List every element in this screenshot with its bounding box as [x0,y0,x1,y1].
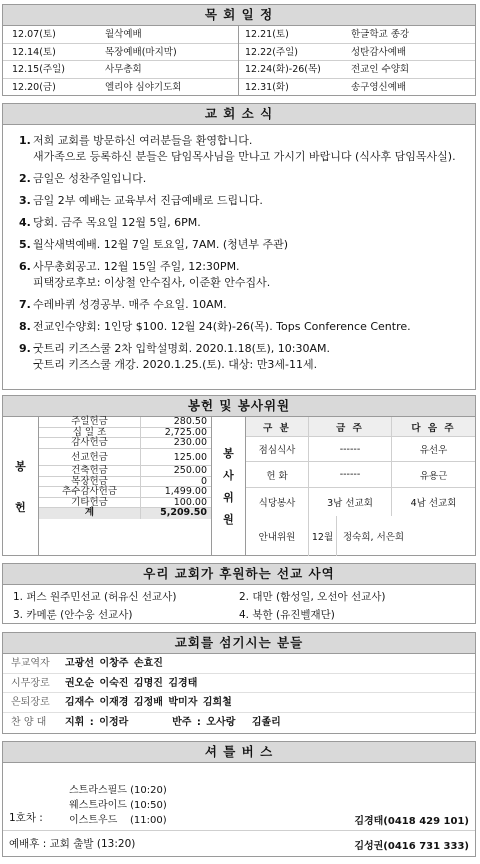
schedule-event: 엘리야 심야기도회 [105,81,182,93]
schedule-row [3,26,238,44]
schedule-row [239,26,475,44]
schedule-date: 12.20(금) [12,81,56,93]
news-text [33,259,471,291]
news-line: 금일 2부 예배는 교육부서 진급예배로 드립니다. [33,194,263,207]
offering-amount: 280.50 [173,416,207,427]
schedule-row [239,44,475,62]
guide-names: 정숙희, 서은희 [336,516,475,556]
offering-row [39,487,211,498]
shuttle-title: 셔 틀 버 스 [3,742,475,763]
guide-role: 안내위원 [258,532,296,543]
offering-label: 기타헌금 [39,498,141,508]
bus-stop: 스트라스필드 (10:20) [69,785,167,796]
duty-row [246,437,475,462]
duty-row [246,488,475,516]
offering-label: 주일헌금 [39,417,141,427]
news-item [19,193,471,209]
offering-amount: 230.00 [173,437,207,448]
guide-row [246,516,475,556]
news-number: 2. [19,172,31,185]
missions-section [2,563,476,624]
servant-role: 은퇴장로 [11,697,50,708]
service-label-char: 사 [223,468,234,482]
schedule-date: 12.14(토) [12,46,56,58]
news-item [19,215,471,231]
offering-side-label [3,417,39,556]
news-text [33,341,471,373]
servant-row [3,693,475,713]
news-line: 수레바퀴 성경공부. 매주 수요일. 10AM. [33,298,227,311]
servant-role: 부교역자 [11,658,50,669]
duty-next-week: 4남 선교회 [391,488,475,516]
offering-label: 목장헌금 [39,477,141,487]
duty-row [246,462,475,488]
offering-row [39,417,211,428]
news-line: 월삭새벽예배. 12월 7일 토요일, 7AM. (청년부 주관) [33,238,289,251]
offering-row [39,449,211,467]
news-text [33,133,471,165]
duty-role: 점심식사 [258,445,296,456]
offering-amount: 0 [200,475,207,487]
missions-title: 우리 교회가 후원하는 선교 사역 [3,564,475,585]
duty-header-row [246,417,475,437]
service-label-char: 위 [223,490,234,504]
servants-section [2,632,476,734]
news-line: 저희 교회를 방문하신 여러분들을 환영합니다. [33,134,253,147]
offering-total-row [39,508,211,519]
servant-row [3,713,475,733]
bus-stop: 이스트우드 (11:00) [69,815,167,826]
offering-total-label: 계 [39,508,141,519]
news-line: 사무총회공고. 12월 15일 주일, 12:30PM. [33,260,240,273]
service-committee-label [212,417,246,556]
news-line: 피택장로후보: 이상철 안수집사, 이준환 안수집사. [33,276,271,289]
servant-names: 지휘 : 이정라 반주 : 오사랑 김졸리 [65,716,281,728]
bus-stop: 웨스트라이드 (10:50) [69,800,167,811]
offering-side-char: 봉 [15,459,26,473]
duty-this-week: 3남 선교회 [308,488,391,516]
news-list [3,125,475,373]
news-text [33,319,471,335]
news-number: 6. [19,260,31,273]
duty-header-role: 구 분 [263,422,291,434]
shuttle-divider [3,830,475,831]
servant-names: 고광선 이창주 손효진 [65,658,163,669]
duty-role: 헌 화 [266,470,288,482]
mission-item: 3. 카메룬 (안수웅 선교사) [13,609,133,621]
news-text [33,171,471,187]
duty-header-next-week: 다 음 주 [391,417,475,436]
schedule-event: 월삭예배 [105,29,142,40]
news-line: 굿트리 키즈스쿨 2차 입학설명회. 2020.1.18(토), 10:30AM. [33,342,331,355]
news-line: 굿트리 키즈스쿨 개강. 2020.1.25.(토). 대상: 만3세-11세. [33,358,318,371]
offering-label: 감사헌금 [39,438,141,448]
offering-label: 건축헌금 [39,466,141,476]
schedule-event: 목장예배(마지막) [105,46,177,58]
schedule-event: 사무총회 [105,64,142,75]
schedule-title: 목 회 일 정 [3,5,475,26]
bus2-driver-contact: 김성권(0416 731 333) [354,841,469,852]
service-label-char: 원 [223,512,234,526]
schedule-left-column [3,26,239,96]
news-line: 전교인수양회: 1인당 $100. 12월 24(화)-26(목). Tops Conference Centre. [33,320,411,333]
offering-amount: 100.00 [173,496,207,508]
offering-amount: 125.00 [173,451,207,463]
offering-amount: 2,725.00 [164,426,207,438]
schedule-event: 한글학교 종강 [351,29,410,40]
news-number: 7. [19,298,31,311]
schedule-date: 12.31(화) [245,81,289,93]
news-number: 1. [19,134,31,147]
guide-month: 12월 [308,516,336,556]
duty-this-week: ------ [308,462,391,487]
news-item [19,133,471,165]
schedule-event: 전교인 수양회 [351,64,410,75]
mission-item: 4. 북한 (유진벨재단) [239,609,335,621]
schedule-date: 12.24(화)-26(목) [245,64,321,75]
offering-row [39,438,211,449]
bus1-driver-contact: 김경태(0418 429 101) [354,816,469,827]
news-text [33,237,471,253]
news-line: 당회. 금주 목요일 12월 5일, 6PM. [33,216,201,229]
service-label-char: 봉 [223,446,234,460]
news-line: 금일은 성찬주일입니다. [33,172,147,185]
offering-amount: 1,499.00 [164,486,207,497]
schedule-right-column [239,26,475,96]
offering-label: 선교헌금 [39,449,141,466]
news-number: 3. [19,194,31,207]
news-item [19,297,471,313]
news-number: 9. [19,342,31,355]
news-item [19,319,471,335]
schedule-section [2,4,476,96]
schedule-event: 성탄감사예배 [351,46,407,58]
servants-title: 교회를 섬기시는 분들 [3,633,475,654]
offering-side-char: 헌 [15,501,26,515]
news-number: 4. [19,216,31,229]
news-item [19,171,471,187]
offering-row [39,466,211,477]
offering-title: 봉헌 및 봉사위원 [3,396,475,417]
servant-names: 권오순 이숙진 김명진 김경태 [65,677,198,689]
mission-item: 2. 대만 (함성일, 오선아 선교사) [239,591,386,603]
schedule-row [239,79,475,97]
schedule-row [3,44,238,62]
news-text [33,193,471,209]
news-item [19,259,471,291]
news-item [19,341,471,373]
servant-row [3,654,475,674]
offering-label: 추수감사헌금 [39,487,141,497]
schedule-row [239,61,475,79]
duty-role: 식당봉사 [258,498,296,509]
news-title: 교 회 소 식 [3,104,475,125]
schedule-date: 12.22(주일) [245,46,298,58]
duty-next-week: 유선우 [391,437,475,461]
news-number: 5. [19,238,31,251]
schedule-event: 송구영신예배 [351,81,407,93]
schedule-date: 12.15(주일) [12,64,65,75]
offering-amount: 250.00 [173,465,207,476]
duty-this-week: ------ [308,437,391,461]
mission-item: 1. 퍼스 원주민선교 (허유신 선교사) [13,591,177,603]
bus1-label: 1호차 : [9,812,43,824]
bus-stop-list [69,783,167,828]
duty-next-week: 유용근 [391,462,475,487]
offering-label: 십 일 조 [39,428,141,438]
duty-table [246,417,475,556]
news-section [2,103,476,390]
schedule-row [3,61,238,79]
duty-header-this-week: 금 주 [308,417,391,436]
servant-row [3,674,475,694]
servant-role: 찬 양 대 [11,716,47,728]
schedule-row [3,79,238,97]
schedule-date: 12.21(토) [245,29,289,40]
news-text [33,215,471,231]
servants-list [3,654,475,732]
servant-role: 시무장로 [11,677,50,689]
after-service-departure: 예배후 : 교회 출발 (13:20) [9,838,136,850]
offering-table [39,417,211,556]
shuttle-section [2,741,476,857]
news-line: 새가족으로 등록하신 분들은 담임목사님을 만나고 가시기 바랍니다 (식사후 담임목사실). [33,150,456,163]
news-item [19,237,471,253]
news-text [33,297,471,313]
offering-total-amount: 5,209.50 [160,507,207,518]
servant-names: 김재수 이재경 김정배 박미자 김희철 [65,697,232,708]
schedule-date: 12.07(토) [12,29,56,40]
news-number: 8. [19,320,31,333]
offering-section [2,395,476,556]
